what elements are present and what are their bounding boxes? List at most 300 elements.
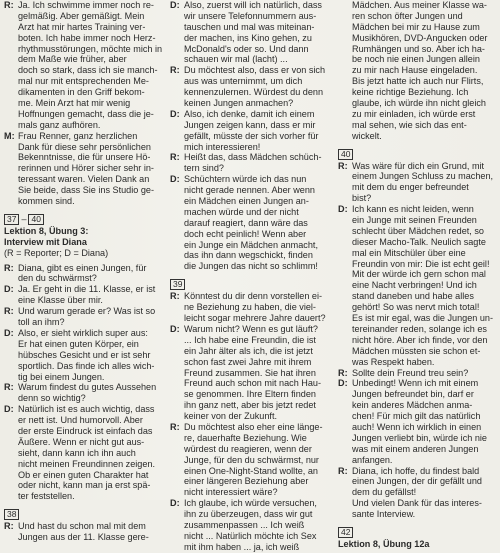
dialogue-text: er nett ist. Und humorvoll. Aber — [18, 415, 143, 426]
dialogue-line — [170, 109, 333, 120]
dialogue-text: bist? — [352, 193, 372, 204]
dialogue-text: be noch nie einen Jungen allein — [352, 54, 480, 65]
dialogue-line — [170, 476, 333, 487]
dialogue-line — [4, 404, 164, 415]
dialogue-line — [338, 302, 498, 313]
dialogue-text: leicht sogar mehrere Jahre dauert? — [184, 313, 326, 324]
dialogue-text: re, dauerhafte Beziehung. Wie — [184, 432, 307, 443]
column-left — [4, 0, 164, 543]
dialogue-text: dieser Macho-Talk. Neulich sagte — [352, 236, 486, 247]
dialogue-text: die Jungen das nicht so schlimm! — [184, 261, 318, 272]
speaker-label: D: — [4, 284, 14, 295]
dialogue-line — [170, 152, 333, 163]
dialogue-text: Äußere. Wenn er nicht gut aus- — [18, 436, 145, 447]
dialogue-line — [4, 22, 164, 33]
dialogue-text: schlecht über Mädchen redet, so — [352, 225, 484, 236]
dialogue-line — [338, 269, 498, 280]
dialogue-line — [4, 491, 164, 502]
dialogue-line — [338, 161, 498, 172]
dialogue-line — [338, 324, 498, 335]
dialogue-line — [338, 389, 498, 400]
dialogue-text: der erste Eindruck ist einfach das — [18, 425, 153, 436]
dialogue-text: keine richtige Beziehung. Ich — [352, 87, 469, 98]
dialogue-line — [4, 521, 164, 532]
dialogue-line — [170, 378, 333, 389]
dialogue-line — [170, 531, 333, 542]
dialogue-text: Du möchtest also, dass er von sich — [184, 65, 326, 76]
dialogue-text: Rumhängen und so. Aber ich ha- — [352, 43, 485, 54]
dialogue-text: nicht gerade nennen. Aber wenn — [184, 185, 315, 196]
dialogue-line — [4, 163, 164, 174]
dialogue-line — [338, 422, 498, 433]
dialogue-text: nicht interessiert wäre? — [184, 487, 278, 498]
dialogue-line — [4, 142, 164, 153]
dialogue-text: der machen, ins Kino gehen, zu — [184, 32, 312, 43]
dialogue-line — [170, 346, 333, 357]
dialogue-line — [170, 87, 333, 98]
dialogue-line — [170, 389, 333, 400]
dialogue-text: Könntest du dir denn vorstellen ei- — [184, 291, 323, 302]
section-title: Lektion 8, Übung 3: — [4, 225, 89, 236]
dialogue-text: das ihn dann wegschickt, finden — [184, 250, 313, 261]
dialogue-text: was Respekt haben. — [352, 356, 435, 367]
dialogue-line — [170, 196, 333, 207]
dialogue-text: Warum nicht? Wenn es gut läuft? — [184, 323, 318, 334]
dialogue-text: boten. Ich habe immer noch Herz- — [18, 32, 156, 43]
dialogue-line — [338, 433, 498, 444]
speaker-legend: (R = Reporter; D = Diana) — [4, 247, 109, 258]
dialogue-line — [4, 295, 164, 306]
speaker-label: D: — [4, 404, 14, 415]
dialogue-line — [4, 196, 164, 207]
dialogue-line — [170, 433, 333, 444]
dialogue-text: Jungen zeigen kann, dass er mir — [184, 119, 316, 130]
dialogue-text: gehört! So was nervt mich total! — [352, 302, 480, 313]
speaker-label: R: — [338, 160, 348, 171]
dialogue-text: rhythmusstörungen, möchte mich in — [18, 43, 163, 54]
dialogue-line — [338, 33, 498, 44]
dialogue-line — [338, 215, 498, 226]
dialogue-text: mal sehen, wie sich das ent- — [352, 119, 467, 130]
dialogue-text: Sollte dein Freund treu sein? — [352, 367, 469, 378]
dialogue-line — [338, 226, 498, 237]
dialogue-text: Mädchen. Aus meiner Klasse wa- — [352, 0, 487, 10]
dialogue-text: Und hast du schon mal mit dem — [18, 521, 146, 532]
dialogue-text: ren schon öfter Jungen und — [352, 10, 463, 21]
dialogue-block — [4, 521, 164, 543]
dialogue-line — [338, 0, 498, 11]
dialogue-text: Ich glaube, ich würde versuchen, — [184, 498, 317, 509]
dialogue-text: McDonald's oder so. Und dann — [184, 43, 309, 54]
dialogue-line — [4, 65, 164, 76]
dialogue-text: zu mir nach Hause eingeladen. — [352, 65, 478, 76]
dialogue-text: doch echt peinlich! Wenn aber — [184, 228, 307, 239]
dialogue-line — [170, 542, 333, 553]
dialogue-text: ... Ich habe eine Freundin, die ist — [184, 334, 316, 345]
speaker-label: D: — [170, 498, 180, 509]
dialogue-text: Was wäre für dich ein Grund, mit — [352, 160, 485, 171]
dialogue-text: Schüchtern würde ich das nun — [184, 174, 307, 185]
track-number-box: 37 — [4, 214, 19, 225]
dialogue-line — [170, 185, 333, 196]
dialogue-line — [4, 87, 164, 98]
dialogue-text: ihn zu überzeugen, dass wir gut — [184, 509, 313, 520]
dialogue-text: zusammenpassen ... Ich weiß — [184, 519, 305, 530]
dialogue-text: toll an ihm? — [18, 317, 65, 328]
dialogue-line — [338, 444, 498, 455]
dialogue-text: Heißt das, dass Mädchen schüch- — [184, 152, 322, 163]
dialogue-text: ihn ganz nett, aber bis jetzt redet — [184, 400, 316, 411]
track-number-box: 42 — [338, 527, 353, 538]
dialogue-text: Frau Renner, ganz herzlichen — [18, 130, 138, 141]
track-marker: 37 – 40 — [4, 213, 164, 226]
track-marker — [338, 148, 498, 161]
dialogue-line — [338, 109, 498, 120]
dialogue-line — [338, 171, 498, 182]
dialogue-line — [338, 193, 498, 204]
dialogue-text: Und vielen Dank für das interes- — [352, 498, 482, 509]
dialogue-text: Junge, für den du schwärmst, nur — [184, 454, 319, 465]
dialogue-text: gelmäßig. Aber gemäßigt. Mein — [18, 10, 145, 21]
dialogue-line — [4, 131, 164, 142]
dialogue-text: würdest du reagieren, wenn der — [184, 443, 312, 454]
section-subtitle: Interview mit Diana — [4, 236, 87, 247]
dialogue-line — [338, 259, 498, 270]
dialogue-line — [170, 422, 333, 433]
dialogue-text: ein Junge ein Mädchen anmacht, — [184, 239, 318, 250]
dialogue-line — [170, 218, 333, 229]
dialogue-text: Also, er sieht wirklich super aus: — [18, 327, 148, 338]
dialogue-line — [338, 346, 498, 357]
dialogue-line — [4, 98, 164, 109]
dialogue-line — [338, 237, 498, 248]
dialogue-line — [170, 131, 333, 142]
section-title: Lektion 8, Übung 12a — [338, 538, 430, 549]
dialogue-line — [4, 437, 164, 448]
dialogue-text: mals ganz aufhören. — [18, 119, 101, 130]
dialogue-line — [170, 250, 333, 261]
dialogue-text: ein Jahr älter als ich, die ist jetzt — [184, 345, 313, 356]
dialogue-line — [170, 163, 333, 174]
dialogue-text: Er hat einen guten Körper, ein — [18, 338, 139, 349]
dialogue-line — [170, 291, 333, 302]
dialogue-line — [4, 54, 164, 65]
speaker-label: D: — [170, 174, 180, 185]
dialogue-text: eine Klasse über mir. — [18, 295, 103, 306]
track-number-box: 38 — [4, 509, 19, 520]
dialogue-text: Unbedingt! Wenn ich mit einem — [352, 378, 479, 389]
dialogue-text: Musikhören, DVD-Angucken oder — [352, 32, 488, 43]
track-marker — [170, 278, 333, 291]
dialogue-text: Diana, gibt es einen Jungen, für — [18, 262, 147, 273]
dialogue-text: stand daneben und habe alles — [352, 291, 474, 302]
speaker-label: R: — [4, 306, 14, 317]
dialogue-line — [4, 339, 164, 350]
dialogue-line — [4, 0, 164, 11]
dialogue-text: sportlich. Das finde ich alles wich- — [18, 360, 155, 371]
dialogue-text: se genommen. Ihre Eltern finden — [184, 389, 316, 400]
dialogue-line — [4, 532, 164, 543]
dialogue-line — [4, 11, 164, 22]
dialogue-text: Mädchen müssten sie schon et- — [352, 345, 481, 356]
dialogue-text: Ich kann es nicht leiden, wenn — [352, 204, 474, 215]
speaker-label: R: — [338, 367, 348, 378]
dialogue-text: Dank für diese sehr persönlichen — [18, 141, 151, 152]
dialogue-line — [4, 372, 164, 383]
dialogue-line — [170, 455, 333, 466]
dialogue-text: chen! Für mich gilt das natürlich — [352, 411, 481, 422]
speaker-label: D: — [170, 108, 180, 119]
dialogue-line — [170, 142, 333, 153]
dialogue-text: Ob er einen guten Charakter hat — [18, 469, 149, 480]
dialogue-text: glaube, ich würde ihn nicht gleich — [352, 98, 486, 109]
dialogue-text: denn so wichtig? — [18, 393, 86, 404]
dialogue-block — [338, 0, 498, 142]
dialogue-line — [170, 335, 333, 346]
dialogue-text: hübsches Gesicht und er ist sehr — [18, 349, 151, 360]
dialogue-line — [170, 261, 333, 272]
dialogue-line — [338, 487, 498, 498]
track-marker — [338, 526, 498, 539]
dialogue-line — [170, 240, 333, 251]
dialogue-text: dem Maße wie früher, aber — [18, 54, 127, 65]
dialogue-text: Freundin von mir: Die ist echt geil! — [352, 258, 490, 269]
dialogue-text: Arzt hat mir hartes Training ver- — [18, 21, 146, 32]
dialogue-text: ne Beziehung zu haben, die viel- — [184, 302, 316, 313]
dialogue-text: einen Jungen, der dir gefällt und — [352, 476, 482, 487]
dialogue-line — [4, 263, 164, 274]
dialogue-text: einen One-Night-Stand wollte, an — [184, 465, 318, 476]
dialogue-text: wickelt. — [352, 130, 382, 141]
dialogue-line — [338, 204, 498, 215]
dialogue-line — [170, 174, 333, 185]
dialogue-text: Diana, ich hoffe, du findest bald — [352, 465, 480, 476]
dialogue-text: doch so stark, dass ich sie manch- — [18, 65, 158, 76]
dialogue-line — [170, 44, 333, 55]
dialogue-text: mich interessieren! — [184, 141, 261, 152]
dialogue-line — [338, 182, 498, 193]
dialogue-text: dem du gefällst! — [352, 487, 417, 498]
dialogue-line — [4, 382, 164, 393]
dialogue-text: schauen wir mal (lacht) ... — [184, 54, 288, 65]
dialogue-text: tereinander reden, solange ich es — [352, 323, 487, 334]
dialogue-line — [170, 11, 333, 22]
dialogue-text: einem Jungen Schluss zu machen, — [352, 171, 494, 182]
dialogue-text: den du schwärmst? — [18, 273, 97, 284]
speaker-label: R: — [170, 291, 180, 302]
dialogue-line — [338, 44, 498, 55]
dialogue-text: keinen Jungen anmachen? — [184, 98, 294, 109]
dialogue-line — [4, 459, 164, 470]
dialogue-text: Jungen aus der 11. Klasse gere- — [18, 532, 149, 543]
column-middle — [170, 0, 333, 553]
dialogue-line — [170, 487, 333, 498]
dialogue-line — [338, 248, 498, 259]
dialogue-line — [170, 509, 333, 520]
dialogue-text: Also, zuerst will ich natürlich, dass — [184, 0, 322, 10]
dialogue-text: Jungen verliebt bin, würde ich nie — [352, 432, 487, 443]
speaker-label: D: — [170, 0, 180, 10]
dialogue-text: Du möchtest also eher eine länge- — [184, 421, 323, 432]
dialogue-line — [4, 426, 164, 437]
dialogue-text: Jungen befreundet bin, darf er — [352, 389, 474, 400]
dialogue-line — [4, 306, 164, 317]
speaker-label: D: — [4, 327, 14, 338]
dialogue-text: sante Interview. — [352, 509, 416, 520]
track-number-box: 40 — [338, 149, 353, 160]
dialogue-line — [4, 350, 164, 361]
dialogue-text: wir unsere Telefonnummern aus- — [184, 10, 317, 21]
speaker-label: R: — [4, 521, 14, 532]
dialogue-line — [170, 302, 333, 313]
speaker-label: R: — [170, 152, 180, 163]
dialogue-text: nicht höre. Aber ich finde, vor den — [352, 334, 488, 345]
dialogue-line — [170, 76, 333, 87]
column-right — [338, 0, 498, 550]
dialogue-text: ter feststellen. — [18, 491, 75, 502]
dialogue-text: tig bei einem Jungen. — [18, 371, 105, 382]
dialogue-text: tauschen und mal was miteinan- — [184, 21, 315, 32]
speaker-label: D: — [338, 378, 348, 389]
dialogue-line — [338, 313, 498, 324]
dialogue-text: Ja. Er geht in die 11. Klasse, er ist — [18, 284, 156, 295]
speaker-label: R: — [4, 382, 14, 393]
dialogue-text: mit ihm haben ... ja, ich weiß — [184, 541, 300, 552]
dialogue-line — [338, 65, 498, 76]
dialogue-block — [170, 291, 333, 552]
dialogue-line — [338, 400, 498, 411]
dialogue-text: kommen sind. — [18, 196, 75, 207]
dialogue-text: schon fast zwei Jahre mit ihrem — [184, 356, 312, 367]
dialogue-line — [4, 448, 164, 459]
dialogue-text: einer längeren Beziehung aber — [184, 476, 309, 487]
dialogue-text: Es ist mir egal, was die Jungen un- — [352, 313, 494, 324]
dialogue-line — [338, 291, 498, 302]
dialogue-line — [4, 109, 164, 120]
dialogue-line — [170, 444, 333, 455]
dialogue-text: was mit einem anderen Jungen — [352, 443, 479, 454]
speaker-label: R: — [338, 465, 348, 476]
dialogue-text: nicht ... Natürlich möchte ich Sex — [184, 530, 317, 541]
track-number-box: 40 — [28, 214, 43, 225]
dialogue-line — [170, 411, 333, 422]
dialogue-line — [338, 54, 498, 65]
speaker-label: R: — [4, 0, 14, 10]
dialogue-line — [170, 33, 333, 44]
dialogue-line — [170, 357, 333, 368]
dialogue-line — [4, 470, 164, 481]
dialogue-text: Hoffnungen gemacht, dass die je- — [18, 108, 154, 119]
dialogue-text: mal ein Mitschüler über eine — [352, 247, 466, 258]
dialogue-text: gefällt, müsste der sich vorher für — [184, 130, 319, 141]
dialogue-line — [4, 44, 164, 55]
dialogue-line — [338, 87, 498, 98]
dialogue-text: Und warum gerade er? Was ist so — [18, 306, 156, 317]
dialogue-line — [170, 400, 333, 411]
dialogue-line — [170, 466, 333, 477]
track-marker — [4, 508, 164, 521]
speaker-label: M: — [4, 130, 15, 141]
dialogue-line — [338, 76, 498, 87]
dialogue-text: me. Mein Arzt hat mir wenig — [18, 98, 131, 109]
dialogue-text: anfangen. — [352, 454, 393, 465]
dialogue-block — [170, 0, 333, 272]
dialogue-line — [4, 185, 164, 196]
dialogue-line — [338, 509, 498, 520]
dialogue-text: Freund zusammen. Sie hat ihren — [184, 367, 316, 378]
dialogue-block — [4, 263, 164, 503]
dialogue-line — [170, 98, 333, 109]
dialogue-text: mal nur mit entsprechenden Me- — [18, 76, 149, 87]
dialogue-text: nicht meinen Freundinnen zeigen. — [18, 458, 156, 469]
dialogue-line — [4, 33, 164, 44]
dialogue-text: Warum findest du gutes Aussehen — [18, 382, 157, 393]
dialogue-line — [4, 284, 164, 295]
speaker-label: R: — [170, 421, 180, 432]
dialogue-text: tern sind? — [184, 163, 224, 174]
dialogue-line — [170, 120, 333, 131]
dialogue-text: dikamenten in den Griff bekom- — [18, 87, 145, 98]
dialogue-text: machen würde und der nicht — [184, 206, 299, 217]
speaker-label: R: — [170, 65, 180, 76]
dialogue-line — [170, 54, 333, 65]
dialogue-line — [170, 0, 333, 11]
dialogue-line — [338, 11, 498, 22]
dialogue-line — [170, 313, 333, 324]
speaker-label: D: — [170, 323, 180, 334]
dialogue-text: Sie beide, dass Sie ins Studio ge- — [18, 185, 154, 196]
dialogue-text: Mit der würde ich gern schon mal — [352, 269, 486, 280]
dialogue-text: Bekenntnisse, die für unsere Hö- — [18, 152, 151, 163]
dialogue-line — [338, 378, 498, 389]
dialogue-line — [338, 368, 498, 379]
dialogue-text: zu mir einladen, ich würde erst — [352, 108, 476, 119]
speaker-label: R: — [4, 262, 14, 273]
dialogue-text: Natürlich ist es auch wichtig, dass — [18, 404, 155, 415]
dialogue-line — [338, 120, 498, 131]
speaker-label: D: — [338, 204, 348, 215]
dialogue-text: teressant waren. Vielen Dank an — [18, 174, 150, 185]
dialogue-line — [338, 22, 498, 33]
dialogue-text: oder nicht, kann man ja erst spä- — [18, 480, 151, 491]
dialogue-text: Also, ich denke, damit ich einem — [184, 108, 315, 119]
dialogue-text: kennenzulernen. Würdest du denn — [184, 87, 324, 98]
dialogue-line — [170, 520, 333, 531]
dialogue-text: aus was unternimmt, um dich — [184, 76, 303, 87]
dialogue-line — [4, 273, 164, 284]
dialogue-line — [338, 455, 498, 466]
dialogue-text: keiner von der Zukunft. — [184, 411, 278, 422]
dialogue-text: ein Mädchen einen Jungen an- — [184, 196, 309, 207]
dialogue-line — [170, 207, 333, 218]
dialogue-line — [338, 280, 498, 291]
dialogue-line — [170, 65, 333, 76]
dialogue-text: Mädchen bei mir zu Hause zum — [352, 21, 480, 32]
dialogue-line — [4, 152, 164, 163]
dialogue-line — [338, 357, 498, 368]
dialogue-text: Ja. Ich schwimme immer noch re- — [18, 0, 154, 10]
dialogue-text: darauf reagiert, dann wäre das — [184, 217, 308, 228]
dialogue-line — [4, 361, 164, 372]
dialogue-text: Bis jetzt hatte ich auch nur Flirts, — [352, 76, 484, 87]
dialogue-line — [338, 466, 498, 477]
dialogue-line — [338, 335, 498, 346]
dialogue-text: ein Junge mit seinen Freunden — [352, 215, 477, 226]
dialogue-text: mit dem du enger befreundet — [352, 182, 469, 193]
dialogue-line — [4, 415, 164, 426]
dialogue-line — [338, 411, 498, 422]
dialogue-text: eine Nacht verbringen! Und ich — [352, 280, 477, 291]
